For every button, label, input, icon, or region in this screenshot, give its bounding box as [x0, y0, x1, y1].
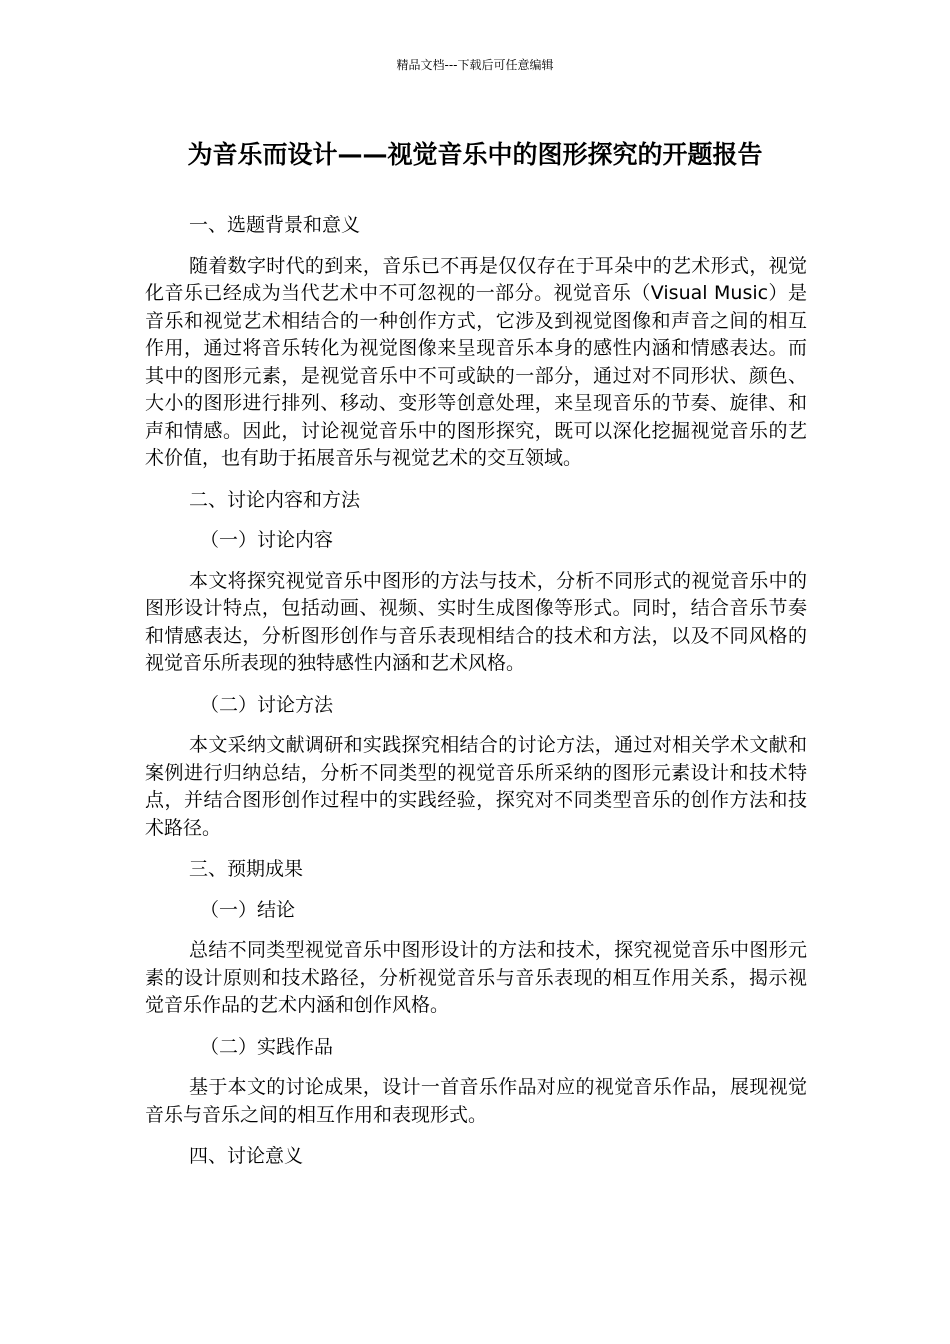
- document-body: [145, 212, 807, 1184]
- paragraph-practice-work: 基于本文的讨论成果，设计一首音乐作品对应的视觉音乐作品，展现视觉音乐与音乐之间的相互作用和表现形式。: [145, 1076, 807, 1126]
- section-heading-background: 一、选题背景和意义: [189, 214, 361, 236]
- paragraph-conclusion: 总结不同类型视觉音乐中图形设计的方法和技术，探究视觉音乐中图形元素的设计原则和技术路径，分析视觉音乐与音乐表现的相互作用关系，揭示视觉音乐作品的艺术内涵和创作风格。: [145, 939, 807, 1016]
- subheading-practice-work: （二）实践作品: [200, 1035, 334, 1058]
- section-heading-expected-results: 三、预期成果: [189, 858, 304, 880]
- subheading-method: （二）讨论方法: [200, 693, 334, 716]
- document-title: 为音乐而设计——视觉音乐中的图形探究的开题报告: [187, 140, 763, 169]
- paragraph-content: 本文将探究视觉音乐中图形的方法与技术，分析不同形式的视觉音乐中的图形设计特点，包括动画、视频、实时生成图像等形式。同时，结合音乐节奏和情感表达，分析图形创作与音乐表现相结合的技术和方法，以及不同风格的视觉音乐所表现的独特感性内涵和艺术风格。: [145, 569, 807, 674]
- paragraph-background: 随着数字时代的到来，音乐已不再是仅仅存在于耳朵中的艺术形式，视觉化音乐已经成为当代艺术中不可忽视的一部分。视觉音乐（Visual Music）是音乐和视觉艺术相结合的一种创作方式，它涉及到视觉图像和声音之间的相互作用，通过将音乐转化为视觉图像来呈现音乐本身的感性内涵和情感表达。而其中的图形元素，是视觉音乐中不可或缺的一部分，通过对不同形状、颜色、大小的图形进行排列、移动、变形等创意处理，来呈现音乐的节奏、旋律、和声和情感。因此，讨论视觉音乐中的图形探究，既可以深化挖掘视觉音乐的艺术价值，也有助于拓展音乐与视觉艺术的交互领域。: [145, 254, 807, 469]
- paragraph-method: 本文采纳文献调研和实践探究相结合的讨论方法，通过对相关学术文献和案例进行归纳总结，分析不同类型的视觉音乐所采纳的图形元素设计和技术特点，并结合图形创作过程中的实践经验，探究对不同类型音乐的创作方法和技术路径。: [145, 734, 807, 839]
- section-heading-content-method: 二、讨论内容和方法: [189, 488, 361, 511]
- subheading-content: （一）讨论内容: [200, 529, 334, 551]
- page-header: 精品文档---下载后可任意编辑: [396, 58, 554, 72]
- section-heading-significance: 四、讨论意义: [189, 1145, 304, 1167]
- subheading-conclusion: （一）结论: [200, 898, 296, 921]
